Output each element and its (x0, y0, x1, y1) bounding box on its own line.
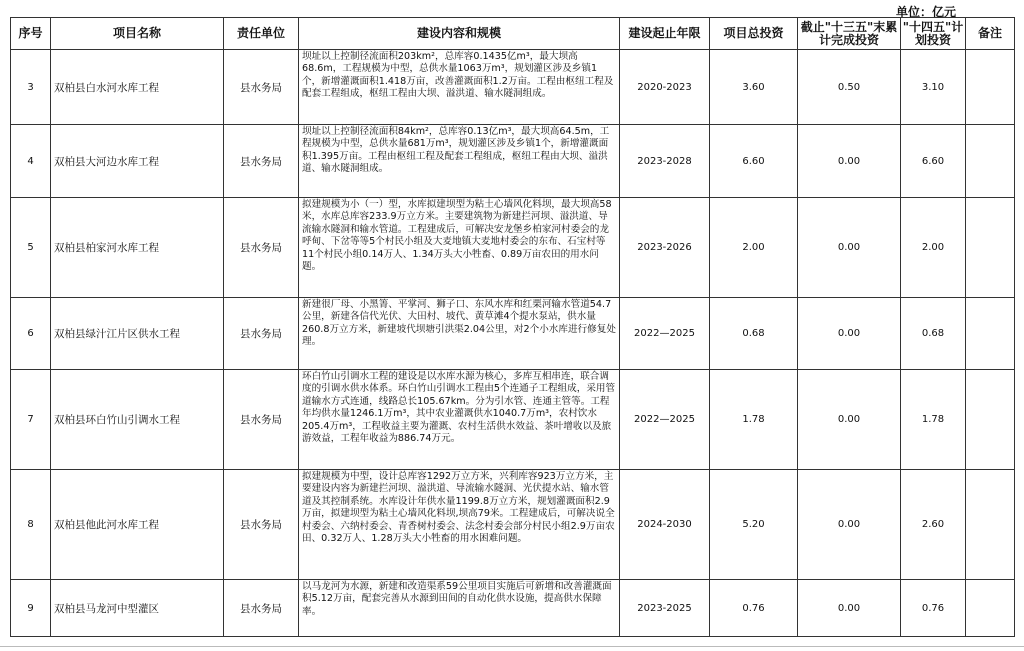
header-row (11, 18, 1015, 50)
table-row (11, 125, 1015, 198)
cell-name: 双柏县环白竹山引调水工程 (51, 370, 224, 470)
cell-note (966, 580, 1015, 637)
cell-note (966, 470, 1015, 580)
cell-note (966, 50, 1015, 125)
header-seq: 序号 (11, 18, 51, 50)
cell-seq: 4 (11, 125, 51, 198)
cell-note (966, 370, 1015, 470)
cell-seq: 7 (11, 370, 51, 470)
cell-done13: 0.00 (798, 370, 901, 470)
cell-total: 3.60 (710, 50, 798, 125)
unit-label: 单位：亿元 (896, 5, 957, 19)
page-bottom-divider (0, 646, 1024, 647)
cell-content: 拟建规模为小（一）型，水库拟建坝型为粘土心墙风化料坝，最大坝高58米，水库总库容233.9万立方米。主要建筑物为新建拦河坝、溢洪道、导流输水隧洞和输水管道。工程建成后，可解决安龙堡乡柏家河村委会的龙呼甸、下岔等等5个村民小组及大麦地镇大麦地村委会的东布、石宝村等11个村民小组0.14万人、1.34万头大小牲畜、0.89万亩农田的用水问题。 (299, 198, 620, 298)
cell-content: 坝址以上控制径流面积84km²，总库容0.13亿m³，最大坝高64.5m，工程规模为中型，总供水量681万m³，规划灌区涉及乡镇1个，新增灌溉面积1.395万亩。工程由枢纽工程及配套工程组成，枢纽工程由大坝、溢洪道、输水隧洞组成。 (299, 125, 620, 198)
cell-done13: 0.00 (798, 198, 901, 298)
cell-seq: 8 (11, 470, 51, 580)
cell-note (966, 198, 1015, 298)
cell-name: 双柏县他此河水库工程 (51, 470, 224, 580)
header-total: 项目总投资 (710, 18, 798, 50)
cell-unit: 县水务局 (224, 198, 299, 298)
cell-content: 环白竹山引调水工程的建设是以水库水源为核心，多库互相串连，联合调度的引调水供水体系。环白竹山引调水工程由5个连通子工程组成，采用管道输水方式连通，线路总长105.67km。分为引水管、连通主管等。工程年均供水量1246.1万m³，其中农业灌溉供水1040.7万m³，农村饮水205.4万m³，工程收益主要为灌溉、农村生活供水效益、茶叶增收以及旅游效益，工程年收益为886.74万元。 (299, 370, 620, 470)
cell-name: 双柏县大河边水库工程 (51, 125, 224, 198)
cell-plan14: 3.10 (901, 50, 966, 125)
cell-unit: 县水务局 (224, 298, 299, 370)
cell-plan14: 2.60 (901, 470, 966, 580)
cell-seq: 3 (11, 50, 51, 125)
cell-seq: 5 (11, 198, 51, 298)
cell-done13: 0.00 (798, 580, 901, 637)
header-plan14: "十四五"计划投资 (901, 18, 966, 50)
table-row (11, 298, 1015, 370)
cell-plan14: 6.60 (901, 125, 966, 198)
header-done13: 截止"十三五"末累计完成投资 (798, 18, 901, 50)
cell-note (966, 125, 1015, 198)
header-content: 建设内容和规模 (299, 18, 620, 50)
cell-unit: 县水务局 (224, 50, 299, 125)
cell-total: 5.20 (710, 470, 798, 580)
cell-total: 2.00 (710, 198, 798, 298)
table-row (11, 580, 1015, 637)
cell-name: 双柏县马龙河中型灌区 (51, 580, 224, 637)
cell-name: 双柏县白水河水库工程 (51, 50, 224, 125)
cell-done13: 0.00 (798, 298, 901, 370)
cell-period: 2023-2026 (620, 198, 710, 298)
cell-note (966, 298, 1015, 370)
cell-period: 2023-2028 (620, 125, 710, 198)
table-row (11, 198, 1015, 298)
cell-seq: 9 (11, 580, 51, 637)
table-row (11, 470, 1015, 580)
cell-done13: 0.00 (798, 470, 901, 580)
header-period: 建设起止年限 (620, 18, 710, 50)
cell-unit: 县水务局 (224, 370, 299, 470)
cell-period: 2020-2023 (620, 50, 710, 125)
cell-plan14: 0.76 (901, 580, 966, 637)
cell-content: 以马龙河为水源，新建和改造渠系59公里项目实施后可新增和改善灌溉面积5.12万亩，配套完善从水源到田间的自动化供水设施，提高供水保障率。 (299, 580, 620, 637)
cell-total: 0.68 (710, 298, 798, 370)
cell-unit: 县水务局 (224, 470, 299, 580)
cell-name: 双柏县柏家河水库工程 (51, 198, 224, 298)
cell-period: 2023-2025 (620, 580, 710, 637)
header-note: 备注 (966, 18, 1015, 50)
cell-content: 坝址以上控制径流面积203km²，总库容0.1435亿m³，最大坝高68.6m，工程规模为中型，总供水量1063万m³，规划灌区涉及乡镇1个，新增灌溉面积1.418万亩，改善灌溉面积1.2万亩。工程由枢纽工程及配套工程组成，枢纽工程由大坝、溢洪道、输水隧洞组成。 (299, 50, 620, 125)
cell-total: 0.76 (710, 580, 798, 637)
cell-seq: 6 (11, 298, 51, 370)
cell-unit: 县水务局 (224, 580, 299, 637)
header-name: 项目名称 (51, 18, 224, 50)
table-row (11, 370, 1015, 470)
cell-done13: 0.00 (798, 125, 901, 198)
table-row (11, 50, 1015, 125)
cell-period: 2024-2030 (620, 470, 710, 580)
cell-total: 6.60 (710, 125, 798, 198)
cell-plan14: 1.78 (901, 370, 966, 470)
cell-period: 2022—2025 (620, 298, 710, 370)
project-table (10, 17, 1015, 637)
cell-name: 双柏县绿汁江片区供水工程 (51, 298, 224, 370)
cell-plan14: 0.68 (901, 298, 966, 370)
cell-content: 新建很厂母、小黑箐、平掌河、狮子口、东风水库和红栗河输水管道54.7公里，新建各信代光伏、大田村、坡代、黄草滩4个提水泵站，供水量260.8万立方米，新建坡代坝塘引洪渠2.04公里，对2个小水库进行修复处理。 (299, 298, 620, 370)
cell-total: 1.78 (710, 370, 798, 470)
cell-unit: 县水务局 (224, 125, 299, 198)
cell-plan14: 2.00 (901, 198, 966, 298)
cell-done13: 0.50 (798, 50, 901, 125)
cell-content: 拟建规模为中型，设计总库容1292万立方米，兴利库容923万立方米，主要建设内容为新建拦河坝、溢洪道、导流输水隧洞、光伏提水站、输水管道及其控制系统。水库设计年供水量1199.8万立方米，规划灌溉面积2.9万亩，拟建坝型为粘土心墙风化料坝,坝高79米。工程建成后，可解决说全村委会、六纳村委会、青香树村委会、法念村委会部分村民小组2.9万亩农田、0.32万人、1.28万头大小牲畜的用水困难问题。 (299, 470, 620, 580)
cell-period: 2022—2025 (620, 370, 710, 470)
header-unit: 责任单位 (224, 18, 299, 50)
